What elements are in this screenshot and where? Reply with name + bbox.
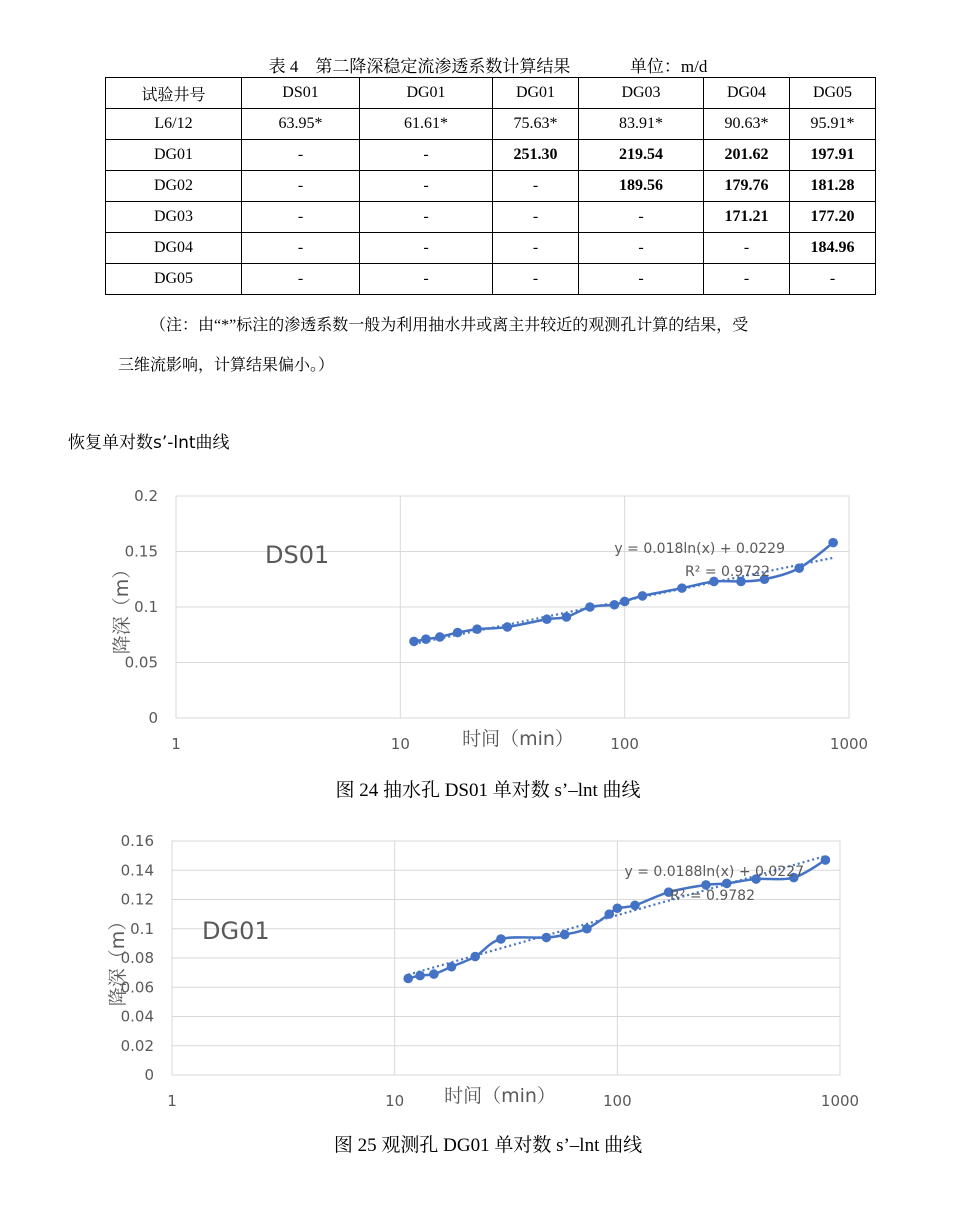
x-tick-label: 1 — [167, 1092, 177, 1110]
header-cell: DG05 — [790, 78, 876, 109]
table-cell: - — [493, 171, 579, 202]
r-squared-label: R² = 0.9722 — [685, 564, 770, 580]
table-cell: DG04 — [106, 233, 242, 264]
table-cell: 179.76 — [704, 171, 790, 202]
table-cell: - — [579, 233, 704, 264]
table-cell: - — [242, 264, 360, 295]
chart-dg01 — [0, 828, 976, 1118]
table-cell: 61.61* — [360, 109, 493, 140]
header-cell: DS01 — [242, 78, 360, 109]
table-caption: 表 4 第二降深稳定流渗透系数计算结果 单位：m/d — [268, 57, 708, 76]
data-point — [638, 591, 648, 601]
header-cell: DG01 — [493, 78, 579, 109]
y-tick-label: 0.15 — [124, 542, 158, 561]
data-point — [429, 969, 439, 979]
table-cell: - — [360, 140, 493, 171]
x-axis-title: 时间（min） — [462, 728, 574, 750]
table-cell: - — [242, 202, 360, 233]
trendline-equation: y = 0.0188ln(x) + 0.0227 — [624, 864, 804, 880]
table-cell: DG01 — [106, 140, 242, 171]
section-title: 恢复单对数s’-lnt曲线 — [68, 433, 230, 453]
x-tick-label: 10 — [385, 1092, 405, 1110]
data-point — [828, 538, 838, 548]
data-point — [582, 924, 592, 934]
data-point — [562, 612, 572, 622]
data-point — [470, 952, 480, 962]
table-note-line2: 三维流影响，计算结果偏小。） — [118, 357, 335, 374]
header-cell: DG04 — [704, 78, 790, 109]
table-cell: 184.96 — [790, 233, 876, 264]
data-point — [542, 614, 552, 624]
table-cell: 251.30 — [493, 140, 579, 171]
r-squared-label: R² = 0.9782 — [670, 888, 755, 904]
table-note-line1: （注：由“*”标注的渗透系数一般为利用抽水井或离主井较近的观测孔计算的结果，受 — [150, 317, 749, 334]
table-cell: - — [493, 202, 579, 233]
data-point — [604, 909, 614, 919]
y-tick-label: 0.08 — [120, 949, 154, 967]
table-cell: 95.91* — [790, 109, 876, 140]
table-cell: - — [579, 264, 704, 295]
table-cell: - — [242, 171, 360, 202]
header-cell: 试验井号 — [106, 78, 242, 109]
table-row — [106, 109, 876, 140]
chart-title: DS01 — [265, 541, 330, 569]
y-tick-label: 0.04 — [120, 1007, 154, 1026]
table-cell: 181.28 — [790, 171, 876, 202]
table-cell: L6/12 — [106, 109, 242, 140]
table-cell: DG02 — [106, 171, 242, 202]
table-cell: 90.63* — [704, 109, 790, 140]
table-row — [106, 140, 876, 171]
data-point — [453, 628, 463, 638]
table-cell: - — [790, 264, 876, 295]
y-tick-label: 0 — [144, 1066, 154, 1084]
table-cell: - — [360, 202, 493, 233]
table-cell: - — [493, 233, 579, 264]
data-point — [435, 632, 445, 642]
y-axis-title: 降深（m） — [111, 559, 133, 655]
data-point — [409, 637, 419, 647]
y-tick-label: 0.02 — [120, 1036, 154, 1055]
table-cell: 83.91* — [579, 109, 704, 140]
data-point — [542, 933, 552, 943]
chart-ds01 — [0, 480, 976, 760]
table-cell: DG03 — [106, 202, 242, 233]
x-tick-label: 1000 — [820, 1092, 860, 1110]
y-tick-label: 0.14 — [120, 861, 154, 880]
data-point — [503, 622, 513, 632]
table-cell: - — [242, 140, 360, 171]
table-cell: 197.91 — [790, 140, 876, 171]
table-cell: - — [242, 233, 360, 264]
x-tick-label: 10 — [390, 735, 410, 753]
table-cell: - — [360, 233, 493, 264]
data-point — [447, 962, 457, 972]
data-point — [677, 583, 687, 593]
table-cell: - — [704, 264, 790, 295]
data-point — [620, 597, 630, 607]
y-tick-label: 0.05 — [124, 653, 158, 672]
data-point — [613, 903, 623, 913]
table-row — [106, 233, 876, 264]
data-point — [472, 624, 482, 634]
table-cell: - — [704, 233, 790, 264]
table-row — [106, 171, 876, 202]
table-cell: - — [360, 171, 493, 202]
table-cell: - — [493, 264, 579, 295]
permeability-table — [105, 77, 876, 295]
y-axis-title: 降深（m） — [107, 911, 129, 1007]
table-cell: 177.20 — [790, 202, 876, 233]
header-cell: DG01 — [360, 78, 493, 109]
y-tick-label: 0.16 — [120, 832, 154, 850]
y-tick-label: 0.2 — [134, 487, 158, 505]
trendline-equation: y = 0.018ln(x) + 0.0229 — [614, 541, 785, 557]
table-cell: - — [579, 202, 704, 233]
table-cell: 75.63* — [493, 109, 579, 140]
y-tick-label: 0 — [148, 709, 158, 727]
y-tick-label: 0.12 — [120, 890, 154, 909]
x-tick-label: 1 — [171, 735, 181, 753]
data-point — [496, 934, 506, 944]
table-cell: 219.54 — [579, 140, 704, 171]
data-point — [421, 634, 431, 644]
x-tick-label: 100 — [610, 735, 639, 753]
table-row — [106, 202, 876, 233]
table-cell: 171.21 — [704, 202, 790, 233]
data-point — [610, 600, 620, 610]
y-tick-label: 0.1 — [134, 598, 158, 616]
chart-title: DG01 — [202, 917, 270, 945]
x-tick-label: 1000 — [829, 735, 869, 753]
figure-caption-25: 图 25 观测孔 DG01 单对数 s’–lnt 曲线 — [333, 1135, 643, 1156]
table-cell: 63.95* — [242, 109, 360, 140]
y-tick-label: 0.1 — [130, 919, 154, 938]
y-tick-label: 0.06 — [120, 978, 154, 997]
table-row — [106, 264, 876, 295]
data-point — [722, 879, 732, 889]
table-cell: 201.62 — [704, 140, 790, 171]
table-header-row — [106, 78, 876, 109]
data-point — [630, 901, 640, 911]
data-point — [794, 563, 804, 573]
table-cell: DG05 — [106, 264, 242, 295]
x-axis-title: 时间（min） — [444, 1085, 556, 1107]
table-cell: - — [360, 264, 493, 295]
table-cell: 189.56 — [579, 171, 704, 202]
header-cell: DG03 — [579, 78, 704, 109]
x-tick-label: 100 — [603, 1092, 632, 1110]
data-point — [415, 971, 425, 981]
data-point — [585, 602, 595, 612]
figure-caption-24: 图 24 抽水孔 DS01 单对数 s’–lnt 曲线 — [335, 780, 641, 801]
data-point — [560, 930, 570, 940]
data-point — [403, 974, 413, 984]
data-point — [821, 855, 831, 865]
